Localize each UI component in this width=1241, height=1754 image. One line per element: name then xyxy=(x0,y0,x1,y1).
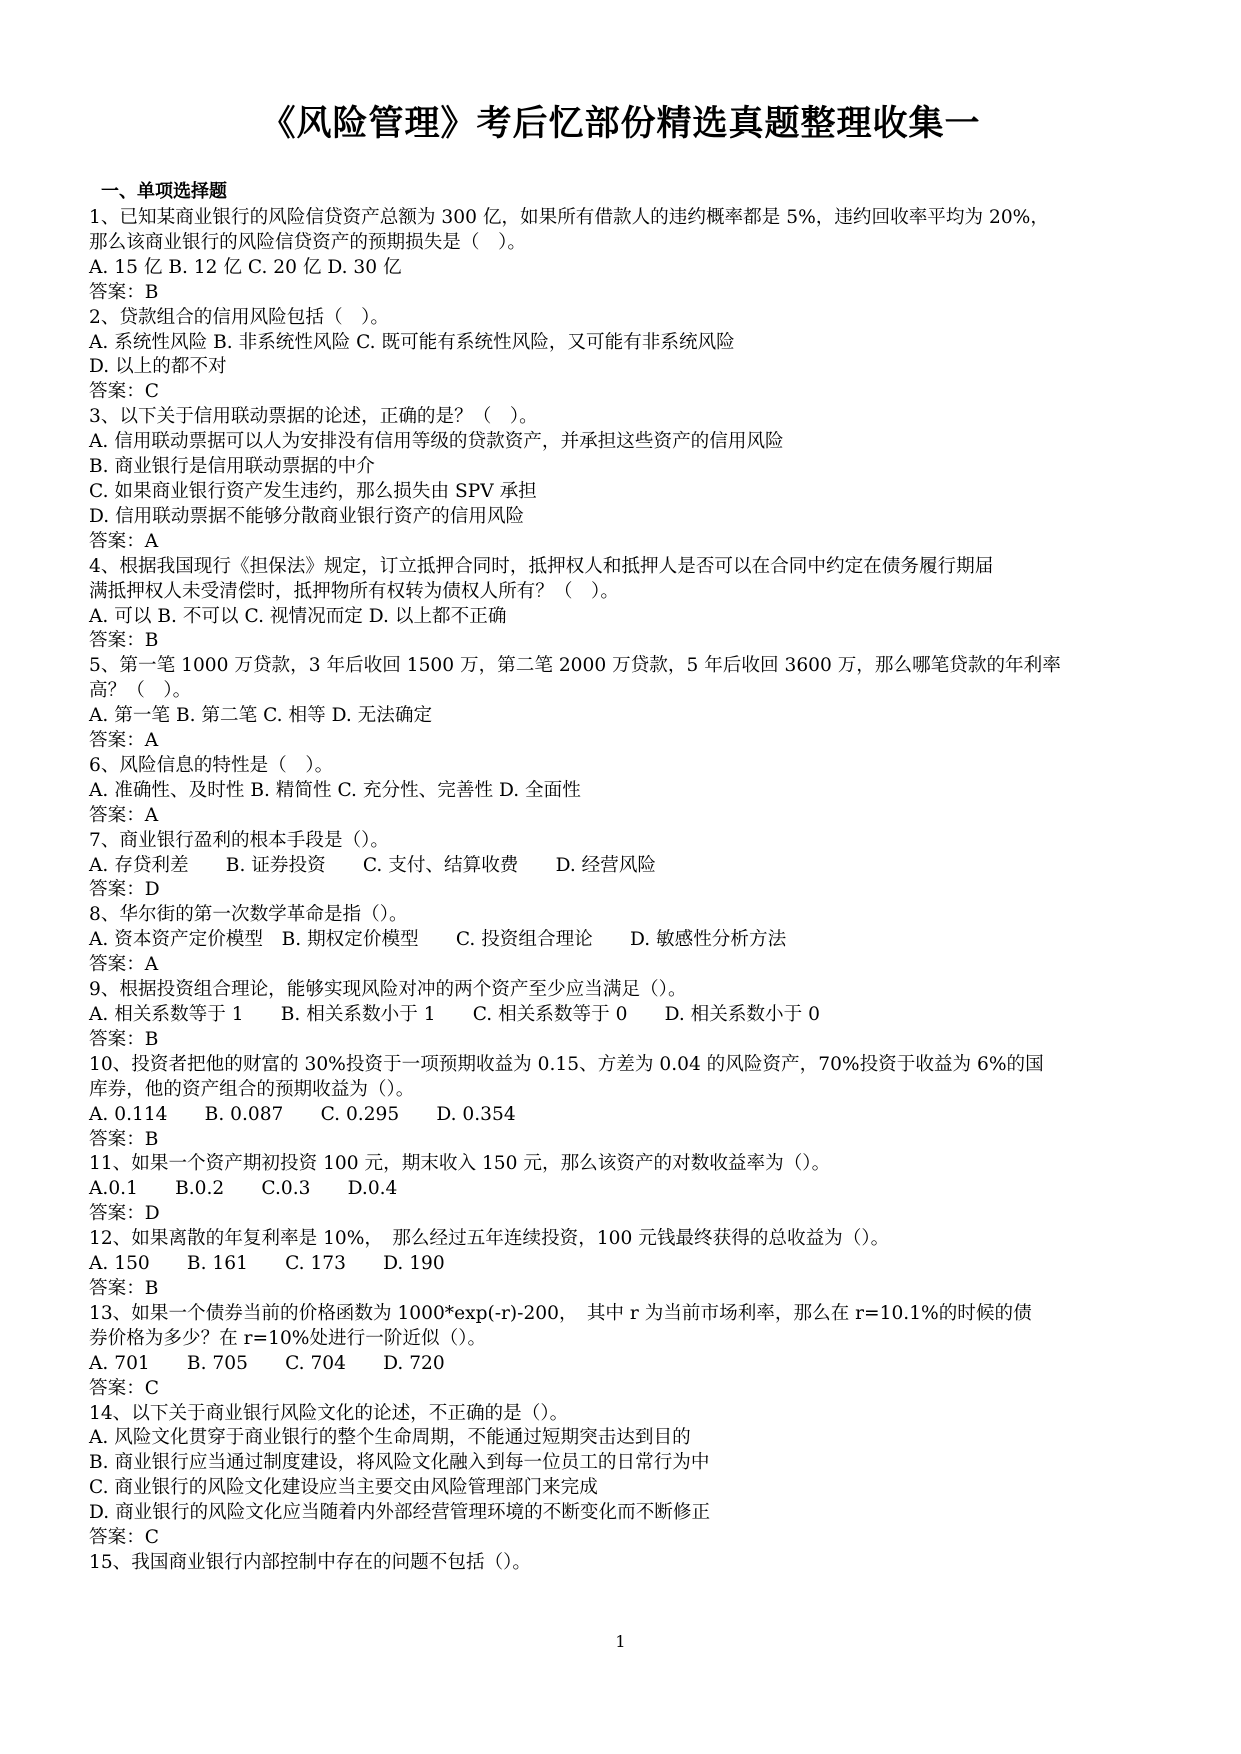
text-line: A. 相关系数等于 1 B. 相关系数小于 1 C. 相关系数等于 0 D. 相关系数小于 0 xyxy=(89,1004,820,1025)
text-line: 答案：B xyxy=(89,1277,159,1299)
text-line: 答案：A xyxy=(89,954,159,976)
text-line: 答案：C xyxy=(89,1527,160,1549)
text-line: 库券，他的资产组合的预期收益为（）。 xyxy=(89,1078,415,1100)
text-line: D. 以上的都不对 xyxy=(89,356,227,378)
text-line: A. 可以 B. 不可以 C. 视情况而定 D. 以上都不正确 xyxy=(89,605,507,627)
text-line: 12、如果离散的年复利率是 10%， 那么经过五年连续投资，100 元钱最终获得的总收益为（）。 xyxy=(89,1228,890,1250)
text-line: 14、以下关于商业银行风险文化的论述，不正确的是（）。 xyxy=(89,1402,569,1424)
text-line: A. 存贷利差 B. 证券投资 C. 支付、结算收费 D. 经营风险 xyxy=(89,854,657,876)
page-number: 1 xyxy=(615,1632,626,1651)
question-lines xyxy=(89,206,1159,1576)
text-line: 13、如果一个债券当前的价格函数为 1000*exp(-r)-200， 其中 r 为当前市场利率，那么在 r=10.1%的时候的债 xyxy=(89,1302,1032,1324)
text-line: 答案：A xyxy=(89,730,159,752)
text-line: A. 第一笔 B. 第二笔 C. 相等 D. 无法确定 xyxy=(89,705,433,727)
text-line: 答案：C xyxy=(89,381,160,403)
text-line: 答案：B xyxy=(89,1128,159,1150)
text-line: C. 商业银行的风险文化建设应当主要交由风险管理部门来完成 xyxy=(89,1477,598,1499)
text-line: 1、已知某商业银行的风险信贷资产总额为 300 亿，如果所有借款人的违约概率都是 5%，违约回收率平均为 20%， xyxy=(89,207,1049,228)
text-line: B. 商业银行是信用联动票据的中介 xyxy=(89,456,375,478)
text-line: A.0.1 B.0.2 C.0.3 D.0.4 xyxy=(89,1178,398,1200)
document-title: 《风险管理》考后忆部份精选真题整理收集一 xyxy=(260,104,981,144)
text-line: 答案：A xyxy=(89,804,159,826)
text-line: 答案：D xyxy=(89,1203,160,1225)
text-line: 15、我国商业银行内部控制中存在的问题不包括（）。 xyxy=(89,1551,532,1573)
text-line: A. 150 B. 161 C. 173 D. 190 xyxy=(89,1253,445,1275)
text-line: C. 如果商业银行资产发生违约，那么损失由 SPV 承担 xyxy=(89,480,537,502)
text-line: A. 系统性风险 B. 非系统性风险 C. 既可能有系统性风险，又可能有非系统风险 xyxy=(89,331,735,353)
text-line: A. 资本资产定价模型 B. 期权定价模型 C. 投资组合理论 D. 敏感性分析方法 xyxy=(89,929,787,951)
text-line: A. 信用联动票据可以人为安排没有信用等级的贷款资产，并承担这些资产的信用风险 xyxy=(89,431,784,453)
document-body xyxy=(89,180,1159,1576)
text-line: 答案：A xyxy=(89,530,159,552)
text-line: 答案：B xyxy=(89,281,159,303)
text-line: 3、以下关于信用联动票据的论述，正确的是？（ ）。 xyxy=(89,406,538,428)
text-line: D. 商业银行的风险文化应当随着内外部经营管理环境的不断变化而不断修正 xyxy=(89,1502,711,1524)
text-line: 券价格为多少？在 r=10%处进行一阶近似（）。 xyxy=(89,1327,487,1349)
text-line: 8、华尔街的第一次数学革命是指（）。 xyxy=(89,904,408,926)
text-line: 11、如果一个资产期初投资 100 元，期末收入 150 元，那么该资产的对数收益率为（）。 xyxy=(89,1153,831,1175)
text-line: A. 0.114 B. 0.087 C. 0.295 D. 0.354 xyxy=(89,1103,516,1125)
text-line: 高？（ ）。 xyxy=(89,680,192,702)
text-line: 答案：B xyxy=(89,630,159,652)
text-line: 7、商业银行盈利的根本手段是（）。 xyxy=(89,829,390,851)
text-line: 答案：C xyxy=(89,1377,160,1399)
text-line: 2、贷款组合的信用风险包括（ ）。 xyxy=(89,306,390,328)
text-line: 4、根据我国现行《担保法》规定，订立抵押合同时，抵押权人和抵押人是否可以在合同中约定在债务履行期届 xyxy=(89,555,994,577)
text-line: 答案：B xyxy=(89,1028,159,1050)
text-line: D. 信用联动票据不能够分散商业银行资产的信用风险 xyxy=(89,505,525,527)
text-line: A. 701 B. 705 C. 704 D. 720 xyxy=(89,1352,445,1374)
text-line: 9、根据投资组合理论，能够实现风险对冲的两个资产至少应当满足（）。 xyxy=(89,979,687,1001)
text-line: 6、风险信息的特性是（ ）。 xyxy=(89,754,334,776)
text-line: 5、第一笔 1000 万贷款，3 年后收回 1500 万，第二笔 2000 万贷款，5 年后收回 3600 万，那么哪笔贷款的年利率 xyxy=(89,655,1061,677)
text-line: 那么该商业银行的风险信贷资产的预期损失是（ ）。 xyxy=(89,231,526,253)
text-line: A. 15 亿 B. 12 亿 C. 20 亿 D. 30 亿 xyxy=(89,256,402,278)
text-line: A. 准确性、及时性 B. 精简性 C. 充分性、完善性 D. 全面性 xyxy=(89,779,581,801)
text-line: 答案：D xyxy=(89,879,160,901)
text-line: A. 风险文化贯穿于商业银行的整个生命周期，不能通过短期突击达到目的 xyxy=(89,1427,691,1449)
section-heading: 一、单项选择题 xyxy=(101,181,227,202)
text-line: B. 商业银行应当通过制度建设，将风险文化融入到每一位员工的日常行为中 xyxy=(89,1452,710,1474)
text-line: 满抵押权人未受清偿时，抵押物所有权转为债权人所有？（ ）。 xyxy=(89,580,619,602)
text-line: 10、投资者把他的财富的 30%投资于一项预期收益为 0.15、方差为 0.04 的风险资产，70%投资于收益为 6%的国 xyxy=(89,1053,1044,1075)
